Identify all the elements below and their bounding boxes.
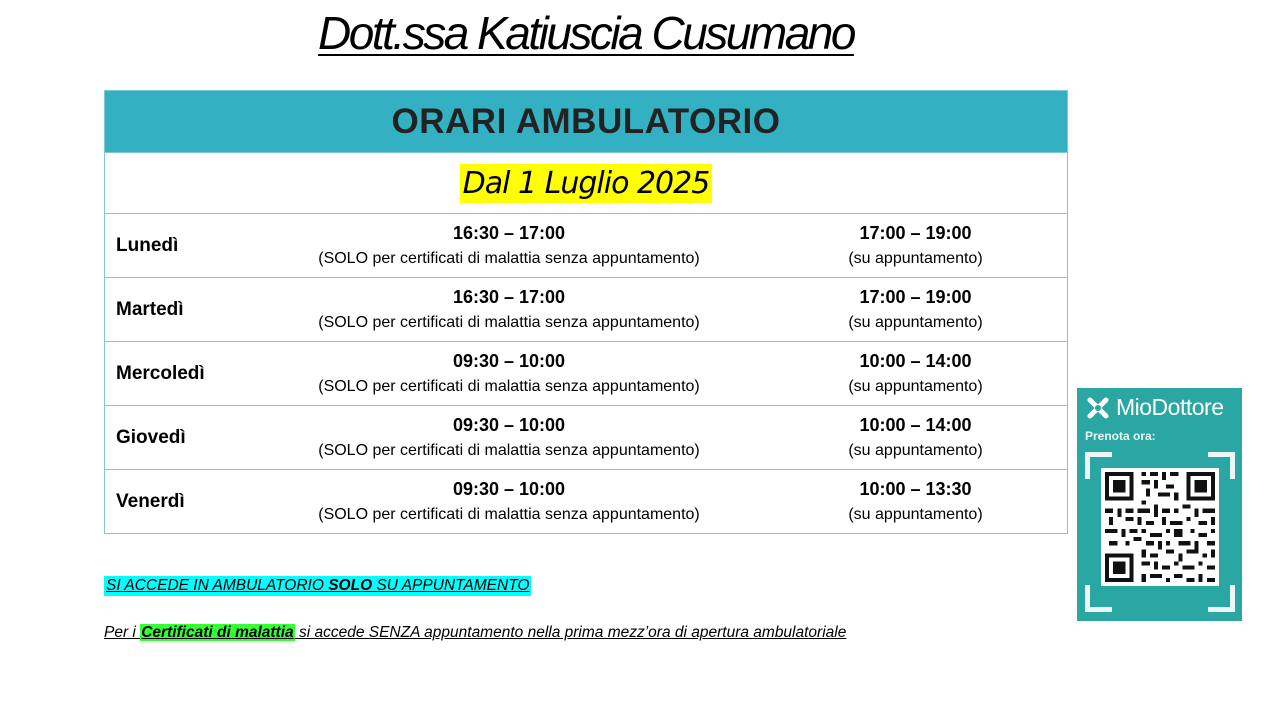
slot-time: 16:30 – 17:00 — [452, 286, 566, 307]
table-subheader — [105, 153, 1068, 214]
slot-note: (SOLO per certificati di malattia senza appuntamento) — [318, 441, 700, 459]
book-now-label: Prenota ora: — [1085, 429, 1156, 443]
notice-text: si accede SENZA appuntamento nella prima mezz’ora di apertura ambulatoriale — [294, 624, 847, 641]
table-row — [105, 278, 1068, 342]
slot-appointment — [764, 470, 1068, 534]
table-row — [105, 470, 1068, 534]
slot-note: (su appuntamento) — [848, 441, 983, 459]
table-row — [105, 342, 1068, 406]
slot-time: 09:30 – 10:00 — [452, 414, 566, 435]
brand — [1085, 394, 1223, 421]
notice-text: SU APPUNTAMENTO — [372, 577, 530, 594]
certificate-notice — [104, 624, 846, 642]
day-label: Lunedì — [105, 214, 255, 278]
slot-appointment — [764, 214, 1068, 278]
slot-appointment — [764, 406, 1068, 470]
appointment-only-notice — [104, 576, 531, 596]
day-label: Mercoledì — [105, 342, 255, 406]
slot-walkin — [254, 406, 764, 470]
qr-frame — [1085, 452, 1235, 612]
miodottore-badge[interactable] — [1077, 388, 1242, 621]
slot-walkin — [254, 470, 764, 534]
day-label: Martedì — [105, 278, 255, 342]
slot-note: (SOLO per certificati di malattia senza appuntamento) — [318, 505, 700, 523]
table-row — [105, 406, 1068, 470]
frame-corner — [1085, 585, 1112, 612]
slot-note: (SOLO per certificati di malattia senza appuntamento) — [318, 249, 700, 267]
slot-note: (su appuntamento) — [848, 249, 983, 267]
slot-note: (SOLO per certificati di malattia senza appuntamento) — [318, 313, 700, 331]
page-title: Dott.ssa Katiuscia Cusumano — [318, 7, 854, 59]
slot-walkin — [254, 342, 764, 406]
day-label: Giovedì — [105, 406, 255, 470]
slot-note: (su appuntamento) — [848, 377, 983, 395]
slot-time: 09:30 – 10:00 — [452, 350, 566, 371]
qr-code[interactable] — [1101, 468, 1219, 586]
day-label: Venerdì — [105, 470, 255, 534]
frame-corner — [1208, 585, 1235, 612]
slot-appointment — [764, 342, 1068, 406]
notice-text: Per i — [104, 624, 141, 641]
notice-emphasis: SOLO — [328, 577, 373, 594]
slot-note: (SOLO per certificati di malattia senza appuntamento) — [318, 377, 700, 395]
slot-time: 16:30 – 17:00 — [452, 222, 566, 243]
effective-date: Dal 1 Luglio 2025 — [460, 164, 713, 203]
slot-walkin — [254, 214, 764, 278]
slot-time: 17:00 – 19:00 — [859, 286, 972, 307]
schedule-table — [104, 90, 1068, 534]
notice-text: SI ACCEDE IN AMBULATORIO — [106, 577, 329, 594]
slot-appointment — [764, 278, 1068, 342]
slot-time: 10:00 – 14:00 — [859, 414, 972, 435]
slot-walkin — [254, 278, 764, 342]
slot-time: 10:00 – 14:00 — [859, 350, 972, 371]
table-header: ORARI AMBULATORIO — [105, 91, 1068, 153]
brand-name: MioDottore — [1116, 394, 1224, 420]
slot-time: 17:00 – 19:00 — [859, 222, 972, 243]
miodottore-logo-icon — [1085, 396, 1111, 420]
slot-time: 09:30 – 10:00 — [452, 478, 566, 499]
slot-note: (su appuntamento) — [848, 505, 983, 523]
slot-time: 10:00 – 13:30 — [859, 478, 972, 499]
table-row — [105, 214, 1068, 278]
notice-highlight: Certificati di malattia — [141, 624, 294, 641]
slot-note: (su appuntamento) — [848, 313, 983, 331]
